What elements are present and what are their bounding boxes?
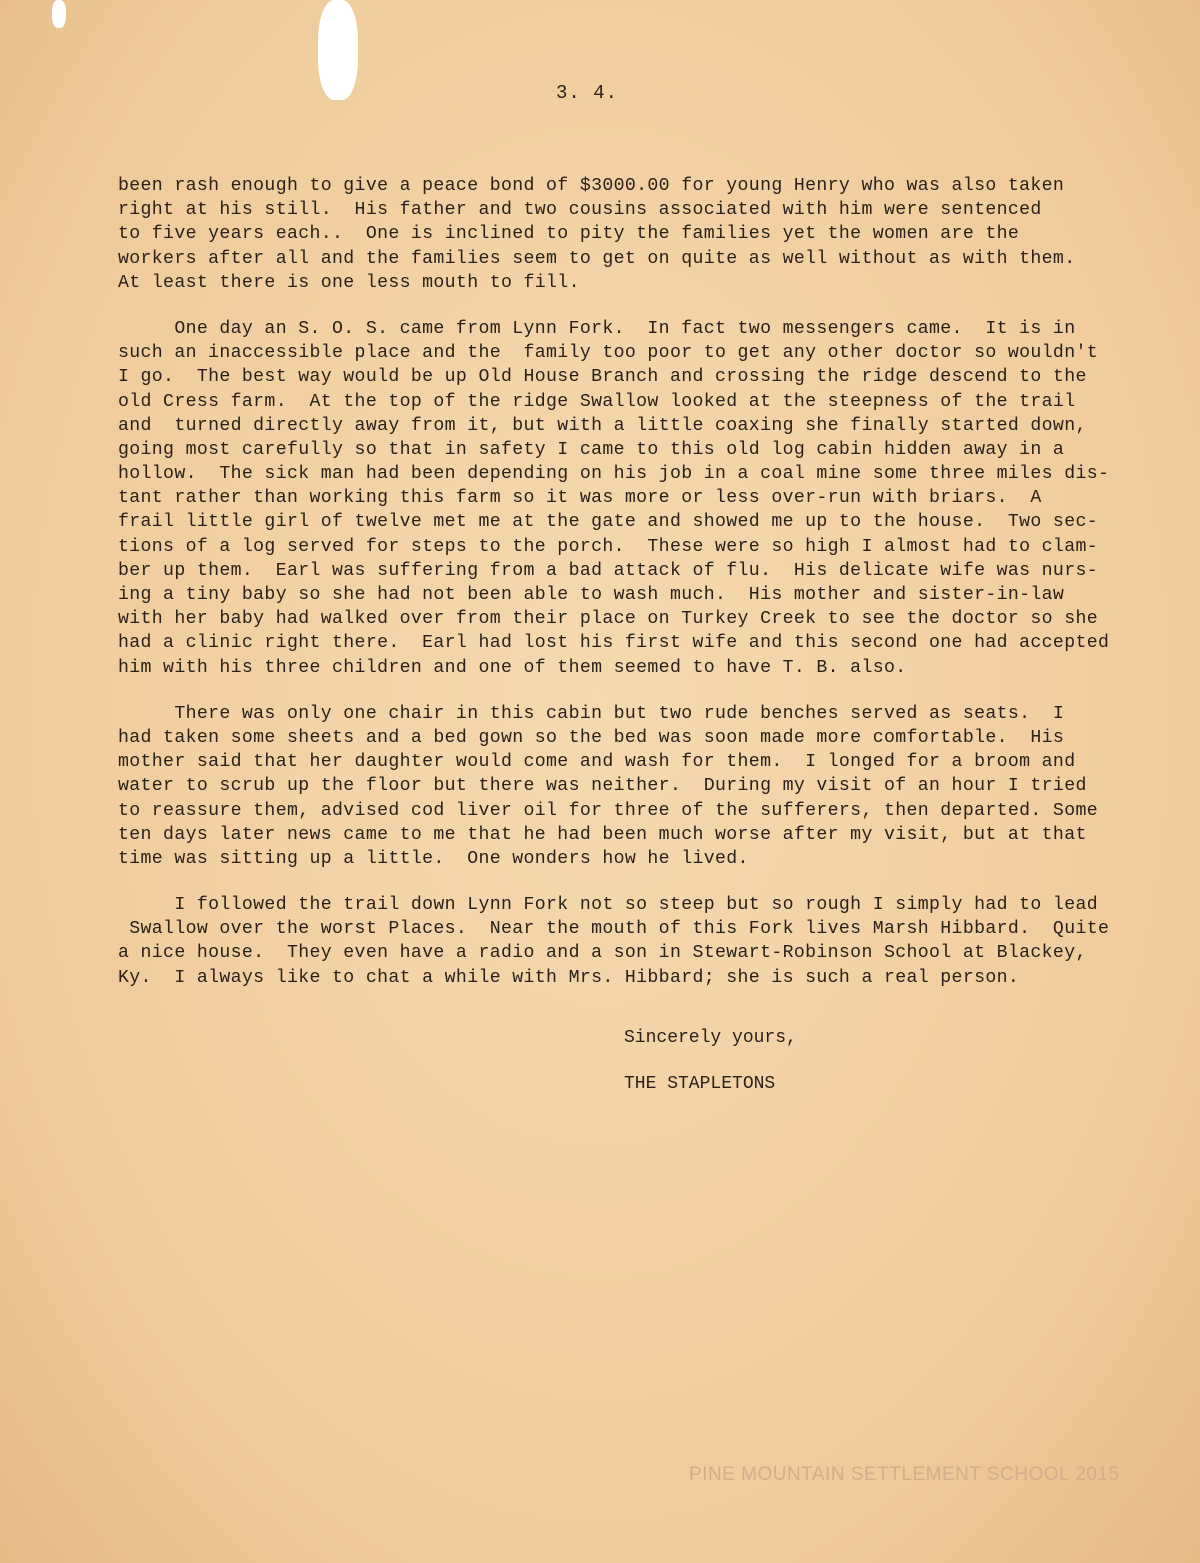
paragraph-2 bbox=[118, 317, 1188, 680]
paragraph-1 bbox=[118, 174, 1188, 295]
text-line: hollow. The sick man had been depending on his job in a coal mine some three miles dis- bbox=[118, 464, 1110, 485]
text-line: I followed the trail down Lynn Fork not so steep but so rough I simply had to lead bbox=[118, 895, 1098, 916]
text-line: old Cress farm. At the top of the ridge Swallow looked at the steepness of the trail bbox=[118, 391, 1076, 412]
text-line: ten days later news came to me that he had been much worse after my visit, but at that bbox=[118, 824, 1087, 845]
text-line: Ky. I always like to chat a while with Mrs. Hibbard; she is such a real person. bbox=[118, 967, 1020, 988]
letter-body bbox=[118, 174, 1188, 1096]
paper-damage bbox=[318, 0, 358, 100]
closing-block bbox=[624, 1026, 1188, 1096]
paragraph-4 bbox=[118, 893, 1188, 990]
text-line: tant rather than working this farm so it was more or less over-run with briars. A bbox=[118, 488, 1042, 509]
text-line: with her baby had walked over from their place on Turkey Creek to see the doctor so she bbox=[118, 609, 1098, 630]
text-line: been rash enough to give a peace bond of $3000.00 for young Henry who was also taken bbox=[118, 176, 1065, 196]
text-line: workers after all and the families seem to get on quite as well without as with them. bbox=[118, 248, 1076, 269]
text-line: I go. The best way would be up Old House Branch and crossing the ridge descend to the bbox=[118, 367, 1087, 388]
text-line: mother said that her daughter would come and wash for them. I longed for a broom and bbox=[118, 752, 1076, 773]
signature: THE STAPLETONS bbox=[624, 1073, 776, 1094]
text-line: had taken some sheets and a bed gown so the bed was soon made more comfortable. His bbox=[118, 727, 1065, 748]
paper-damage bbox=[52, 0, 66, 28]
text-line: tions of a log served for steps to the porch. These were so high I almost had to clam- bbox=[118, 536, 1098, 557]
text-line: a nice house. They even have a radio and a son in Stewart-Robinson School at Blackey, bbox=[118, 943, 1087, 964]
text-line: One day an S. O. S. came from Lynn Fork. In fact two messengers came. It is in bbox=[118, 318, 1076, 339]
text-line: to five years each.. One is inclined to pity the families yet the women are the bbox=[118, 224, 1020, 245]
watermark: PINE MOUNTAIN SETTLEMENT SCHOOL 2015 bbox=[689, 1464, 1120, 1485]
text-line: Swallow over the worst Places. Near the mouth of this Fork lives Marsh Hibbard. Quite bbox=[118, 919, 1110, 940]
text-line: to reassure them, advised cod liver oil for three of the sufferers, then departed. Some bbox=[118, 800, 1098, 821]
text-line: water to scrub up the floor but there was neither. During my visit of an hour I tried bbox=[118, 776, 1087, 797]
closing: Sincerely yours, bbox=[624, 1027, 797, 1048]
paragraph-3 bbox=[118, 702, 1188, 871]
text-line: him with his three children and one of them seemed to have T. B. also. bbox=[118, 657, 907, 678]
text-line: frail little girl of twelve met me at the gate and showed me up to the house. Two sec- bbox=[118, 512, 1098, 533]
page-number: 3. 4. bbox=[556, 82, 619, 104]
text-line: ing a tiny baby so she had not been able to wash much. His mother and sister-in-law bbox=[118, 585, 1065, 605]
text-line: going most carefully so that in safety I came to this old log cabin hidden away in a bbox=[118, 439, 1065, 460]
text-line: time was sitting up a little. One wonders how he lived. bbox=[118, 848, 749, 869]
text-line: and turned directly away from it, but with a little coaxing she finally started down, bbox=[118, 415, 1087, 436]
text-line: had a clinic right there. Earl had lost his first wife and this second one had accepted bbox=[118, 633, 1110, 654]
text-line: such an inaccessible place and the family too poor to get any other doctor so wouldn't bbox=[118, 343, 1098, 364]
text-line: ber up them. Earl was suffering from a bad attack of flu. His delicate wife was nurs- bbox=[118, 560, 1098, 581]
text-line: right at his still. His father and two cousins associated with him were sentenced bbox=[118, 200, 1042, 221]
text-line: There was only one chair in this cabin but two rude benches served as seats. I bbox=[118, 703, 1065, 724]
text-line: At least there is one less mouth to fill. bbox=[118, 272, 580, 293]
